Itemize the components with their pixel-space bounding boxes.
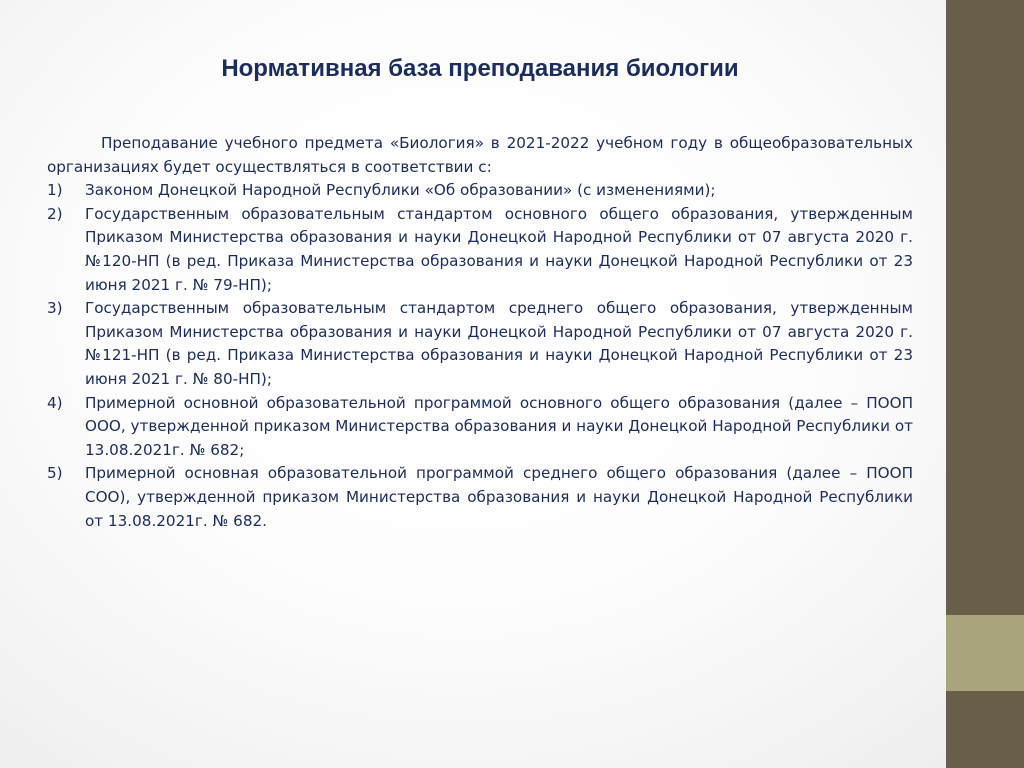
list-item-number: 5) <box>47 464 63 483</box>
list-item-text: Примерной основная образовательной программой среднего общего образования (далее – ПООП СОО), утвержденной приказом Министерства образования и науки Донецкой Народной Республики от 13.08.2021г. № 682. <box>85 464 913 530</box>
list-item <box>47 297 913 391</box>
list-item-text: Примерной основной образовательной программой основного общего образования (далее – ПООП ООО, утвержденной приказом Министерства образования и науки Донецкой Народной Республики от 13.08.2021г. № 682; <box>85 393 914 459</box>
list-item <box>47 203 913 297</box>
list-item <box>47 392 913 463</box>
list-item <box>47 462 913 533</box>
list-item-number: 4) <box>47 393 63 412</box>
side-decoration-accent <box>946 615 1024 691</box>
document-list <box>47 179 913 533</box>
slide-title: Нормативная база преподавания биологии <box>221 55 739 82</box>
list-item-text: Законом Донецкой Народной Республики «Об образовании» (с изменениями); <box>85 181 716 200</box>
intro-paragraph: Преподавание учебного предмета «Биология» в 2021-2022 учебном году в общеобразовательных организациях будет осуществляться в соответствии с: <box>47 134 913 176</box>
list-item <box>47 179 913 203</box>
list-item-number: 1) <box>47 181 63 200</box>
list-item-text: Государственным образовательным стандартом основного общего образования, утвержденным Приказом Министерства образования и науки Донецкой Народной Республики от 07 августа 2020 г. №120-НП (в ред. Приказа Министерства образования и науки Донецкой Народной Республики от 23 июня 2021 г. № 79-НП); <box>85 204 913 294</box>
slide-body <box>47 132 913 533</box>
list-item-number: 3) <box>47 299 63 318</box>
list-item-number: 2) <box>47 204 63 223</box>
side-decoration-bar <box>946 0 1024 768</box>
list-item-text: Государственным образовательным стандартом среднего общего образования, утвержденным Приказом Министерства образования и науки Донецкой Народной Республики от 07 августа 2020 г. №121-НП (в ред. Приказа Министерства образования и науки Донецкой Народной Республики от 23 июня 2021 г. № 80-НП); <box>85 299 913 388</box>
